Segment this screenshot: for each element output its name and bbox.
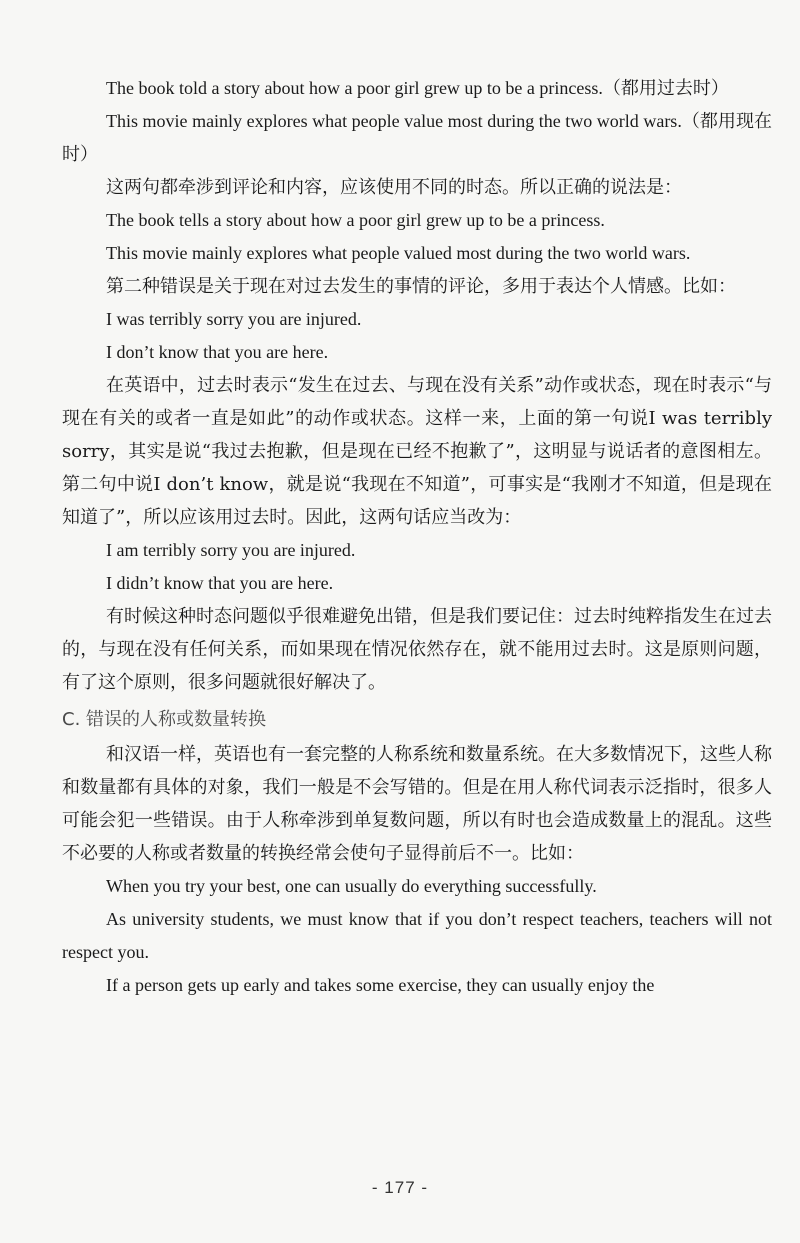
example-sentence-explores: This movie mainly explores what people value most during the two world wars.（都用现在时） [62,111,772,164]
example-sentence-told: The book told a story about how a poor girl grew up to be a princess.（都用过去时） [106,78,729,98]
example-sentence-sorry: I was terribly sorry you are injured. [106,309,362,329]
example-sentence-students: As university students, we must know that if you don’t respect teachers, teachers will not respect you. [62,909,772,962]
section-intro-paragraph: 和汉语一样，英语也有一套完整的人称系统和数量系统。在大多数情况下，这些人称和数量都有具体的对象，我们一般是不会写错的。但是在用人称代词表示泛指时，很多人可能会犯一些错误。由于人称牵涉到单复数问题，所以有时也会造成数量上的混乱。这些不必要的人称或者数量的转换经常会使句子显得前后不一。比如： [62,744,772,864]
example-sentence-person: If a person gets up early and takes some exercise, they can usually enjoy the [106,975,655,995]
example-sentence-know: I don’t know that you are here. [106,342,329,362]
principle-paragraph: 有时候这种时态问题似乎很难避免出错，但是我们要记住：过去时纯粹指发生在过去的，与现在没有任何关系，而如果现在情况依然存在，就不能用过去时。这是原则问题，有了这个原则，很多问题就很好解决了。 [62,606,772,693]
explanation-paragraph: 这两句都牵涉到评论和内容，应该使用不同的时态。所以正确的说法是： [106,177,682,198]
corrected-sentence-know: I didn’t know that you are here. [106,573,334,593]
page-number: - 177 - [371,1178,429,1197]
corrected-sentence-sorry: I am terribly sorry you are injured. [106,540,356,560]
corrected-sentence-valued: This movie mainly explores what people valued most during the two world wars. [106,243,691,263]
second-error-paragraph: 第二种错误是关于现在对过去发生的事情的评论，多用于表达个人情感。比如： [106,276,736,297]
corrected-sentence-tells: The book tells a story about how a poor girl grew up to be a princess. [106,210,605,230]
page-body [62,72,772,1002]
example-sentence-try: When you try your best, one can usually do everything successfully. [106,876,597,896]
section-heading: C. 错误的人称或数量转换 [62,709,267,730]
tense-explanation-paragraph: 在英语中，过去时表示“发生在过去、与现在没有关系”动作或状态，现在时表示“与现在有关的或者一直是如此”的动作或状态。这样一来，上面的第一句说I was terribly sorry，其实是说“我过去抱歉，但是现在已经不抱歉了”，这明显与说话者的意图相左。第二句中说I don’t know，就是说“我现在不知道”，可事实是“我刚才不知道，但是现在知道了”，所以应该用过去时。因此，这两句话应当改为： [62,375,772,528]
